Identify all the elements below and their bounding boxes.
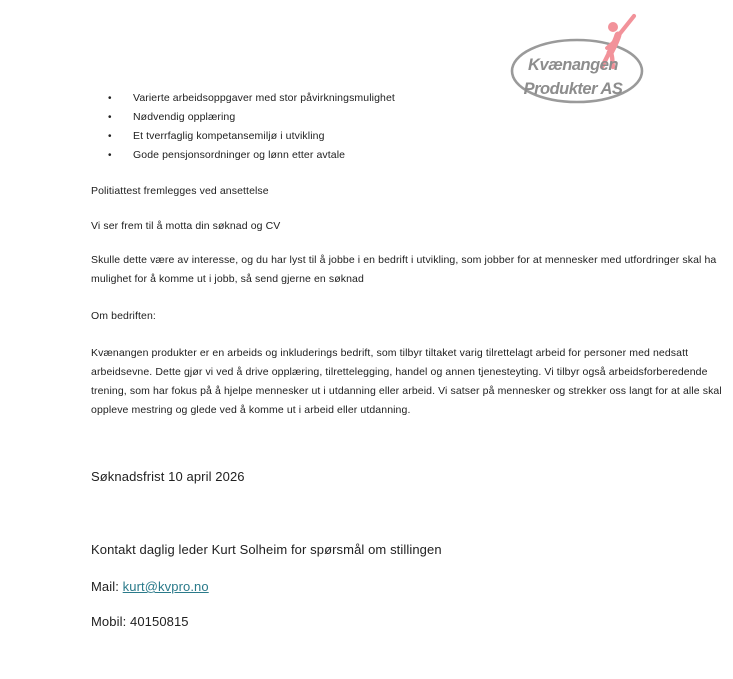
application-deadline: Søknadsfrist 10 april 2026 xyxy=(91,469,245,484)
logo-text-line2: Produkter AS xyxy=(523,80,623,98)
mobile-label: Mobil: xyxy=(91,614,130,629)
benefits-bullet-list xyxy=(91,89,725,165)
mobile-line xyxy=(91,612,189,632)
paragraph-politiattest: Politiattest fremlegges ved ansettelse xyxy=(91,185,269,197)
bullet-icon: • xyxy=(108,93,112,104)
list-item xyxy=(91,89,725,108)
paragraph-soknad-cv: Vi ser frem til å motta din søknad og CV xyxy=(91,220,281,232)
bullet-text: Gode pensjonsordninger og lønn etter avtale xyxy=(133,149,346,161)
bullet-text: Et tverrfaglig kompetansemiljø i utvikling xyxy=(133,130,325,142)
list-item xyxy=(91,127,725,146)
bullet-icon: • xyxy=(108,131,112,142)
mail-label: Mail: xyxy=(91,579,123,594)
paragraph-interesse: Skulle dette være av interesse, og du har lyst til å jobbe i en bedrift i utvikling, som jobber for at mennesker med utfordringer skal ha mulighet for å komme ut i jobb, så send gjerne en søknad xyxy=(91,254,717,285)
mobile-number: 40150815 xyxy=(130,614,189,629)
heading-om-bedriften: Om bedriften: xyxy=(91,310,156,322)
bullet-icon: • xyxy=(108,150,112,161)
mail-line xyxy=(91,577,209,597)
bullet-text: Varierte arbeidsoppgaver med stor påvirkningsmulighet xyxy=(133,92,395,104)
mail-link[interactable]: kurt@kvpro.no xyxy=(122,579,209,594)
paragraph-om-bedriften: Kvænangen produkter er en arbeids og inkluderings bedrift, som tilbyr tiltaket varig tilrettelagt arbeid for personer med nedsatt arbeidsevne. Dette gjør vi ved å drive opplæring, tilrettelegging, handel og annen tjenesteyting. Vi tilbyr også arbeidsforberedende trening, som har fokus på å hjelpe mennesker ut i utdanning eller arbeid. Vi satser på mennesker og strekker oss langt for at alle skal oppleve mestring og glede ved å komme ut i arbeid eller utdanning. xyxy=(91,347,722,416)
list-item xyxy=(91,108,725,127)
bullet-text: Nødvendig opplæring xyxy=(133,111,236,123)
logo-text-line1: Kvænangen xyxy=(528,56,618,74)
list-item xyxy=(91,146,725,165)
bullet-icon: • xyxy=(108,112,112,123)
contact-line: Kontakt daglig leder Kurt Solheim for spørsmål om stillingen xyxy=(91,542,442,557)
